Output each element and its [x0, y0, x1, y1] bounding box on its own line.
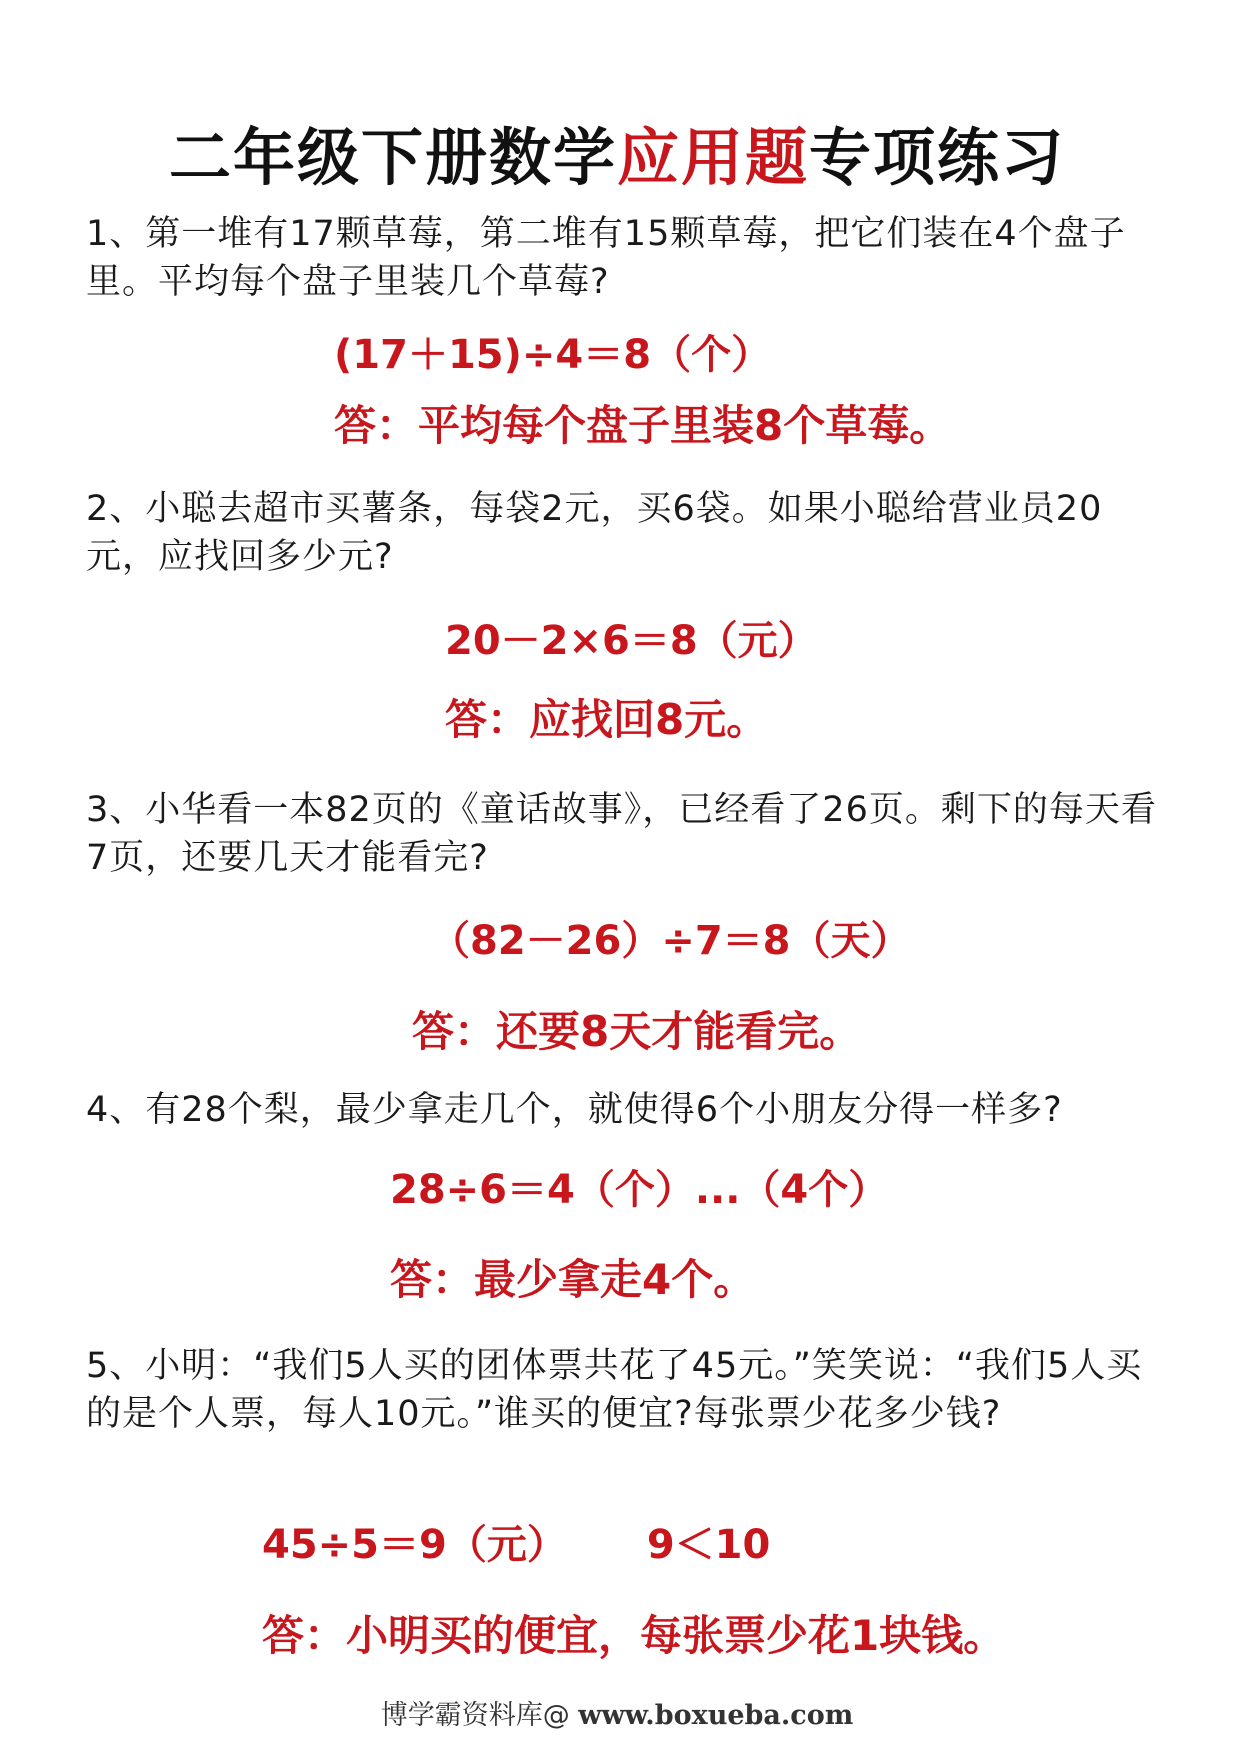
problem-2-answer: 答：应找回8元。	[445, 695, 769, 744]
problem-5-answer: 答：小明买的便宜，每张票少花1块钱。	[262, 1611, 1006, 1660]
problem-2-equation: 20－2×6＝8（元）	[445, 618, 818, 664]
problem-3-question: 3、小华看一本82页的《童话故事》，已经看了26页。剩下的每天看7页，还要几天才能看完?	[86, 790, 1157, 878]
problem-1-answer: 答：平均每个盘子里装8个草莓。	[334, 401, 952, 450]
problem-4-question: 4、有28个梨，最少拿走几个，就使得6个小朋友分得一样多?	[86, 1090, 1063, 1130]
problem-4-equation: 28÷6＝4（个）...（4个）	[390, 1167, 889, 1213]
problem-4-answer: 答：最少拿走4个。	[390, 1255, 756, 1304]
problem-1-question: 1、第一堆有17颗草莓，第二堆有15颗草莓，把它们装在4个盘子里。平均每个盘子里装几个草莓?	[86, 214, 1126, 302]
title-part1: 二年级下册数学	[168, 121, 617, 194]
problem-3-equation: （82－26）÷7＝8（天）	[430, 918, 911, 964]
problem-5-question: 5、小明：“我们5人买的团体票共花了45元。”笑笑说：“我们5人买的是个人票，每人10元。”谁买的便宜?每张票少花多少钱?	[86, 1346, 1143, 1434]
problem-2-question: 2、小聪去超市买薯条，每袋2元，买6袋。如果小聪给营业员20元，应找回多少元?	[86, 489, 1103, 577]
title-part2: 专项练习	[809, 121, 1066, 194]
problem-1-equation: (17＋15)÷4＝8（个）	[334, 332, 772, 378]
problem-5-comparison: 9＜10	[646, 1522, 771, 1568]
footer-watermark	[0, 1693, 1234, 1732]
problem-5-equation-part1: 45÷5＝9（元）	[262, 1522, 567, 1568]
title-highlight: 应用题	[616, 121, 809, 194]
problem-5-equation	[262, 1520, 770, 1570]
footer-source: 博学霸资料库@	[380, 1700, 570, 1731]
page-title	[0, 108, 1234, 197]
footer-site: www.boxueba.com	[578, 1700, 854, 1731]
problem-3-answer: 答：还要8天才能看完。	[412, 1007, 862, 1056]
